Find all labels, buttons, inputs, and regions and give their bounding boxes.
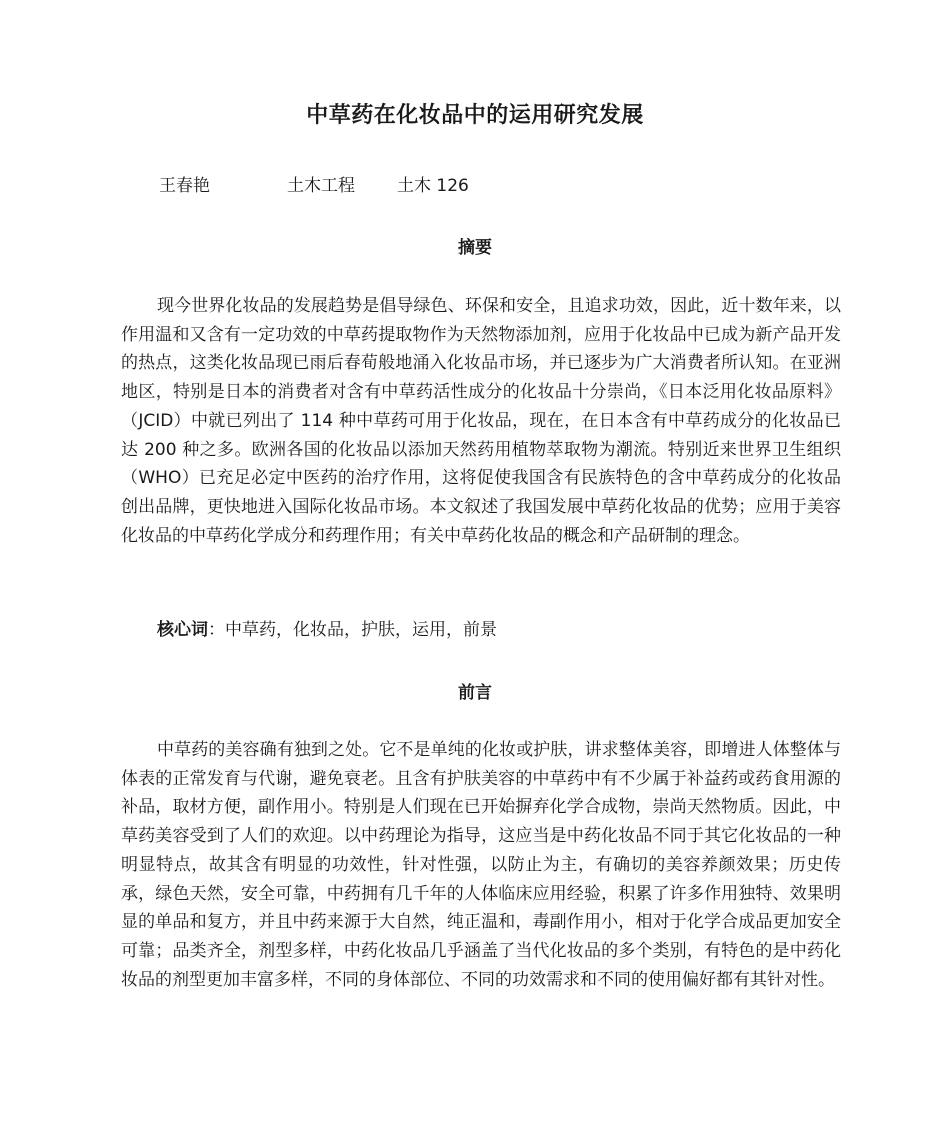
author-major: 土木工程 xyxy=(287,176,355,196)
document-title: 中草药在化妆品中的运用研究发展 xyxy=(306,103,644,128)
preface-heading: 前言 xyxy=(458,683,492,703)
author-class: 土木 126 xyxy=(397,176,469,196)
keywords-line xyxy=(157,615,497,640)
keywords-text: 中草药，化妆品，护肤，运用，前景 xyxy=(225,620,497,640)
keywords-label: 核心词 xyxy=(157,620,208,640)
abstract-heading: 摘要 xyxy=(458,238,492,258)
preface-paragraph: 中草药的美容确有独到之处。它不是单纯的化妆或护肤，讲求整体美容，即增进人体整体与体表的正常发育与代谢，避免衰老。且含有护肤美容的中草药中有不少属于补益药或药食用源的补品，取材方便，副作用小。特别是人们现在已开始摒弃化学合成物，崇尚天然物质。因此，中草药美容受到了人们的欢迎。以中药理论为指导，这应当是中药化妆品不同于其它化妆品的一种明显特点，故其含有明显的功效性，针对性强，以防止为主，有确切的美容养颜效果；历史传承，绿色天然，安全可靠，中药拥有几千年的人体临床应用经验，积累了许多作用独特、效果明显的单品和复方，并且中药来源于大自然，纯正温和，毒副作用小，相对于化学合成品更加安全可靠；品类齐全，剂型多样，中药化妆品几乎涵盖了当代化妆品的多个类别，有特色的是中药化妆品的剂型更加丰富多样，不同的身体部位、不同的功效需求和不同的使用偏好都有其针对性。 xyxy=(121,740,841,990)
abstract-paragraph: 现今世界化妆品的发展趋势是倡导绿色、环保和安全，且追求功效，因此，近十数年来，以作用温和又含有一定功效的中草药提取物作为天然物添加剂，应用于化妆品中已成为新产品开发的热点，这类化妆品现已雨后春荀般地涌入化妆品市场，并已逐步为广大消费者所认知。在亚洲地区，特别是日本的消费者对含有中草药活性成分的化妆品十分崇尚，《日本泛用化妆品原料》（JCID）中就已列出了 114 种中草药可用于化妆品，现在，在日本含有中草药成分的化妆品已达 200 种之多。欧洲各国的化妆品以添加天然药用植物萃取物为潮流。特别近来世界卫生组织（WHO）已充足必定中医药的治疗作用，这将促使我国含有民族特色的含中草药成分的化妆品创出品牌，更快地进入国际化妆品市场。本文叙述了我国发展中草药化妆品的优势；应用于美容化妆品的中草药化学成分和药理作用；有关中草药化妆品的概念和产品研制的理念。 xyxy=(121,296,841,546)
author-line xyxy=(159,171,469,196)
keywords-separator: ： xyxy=(208,620,225,640)
author-name: 王春艳 xyxy=(159,176,210,196)
